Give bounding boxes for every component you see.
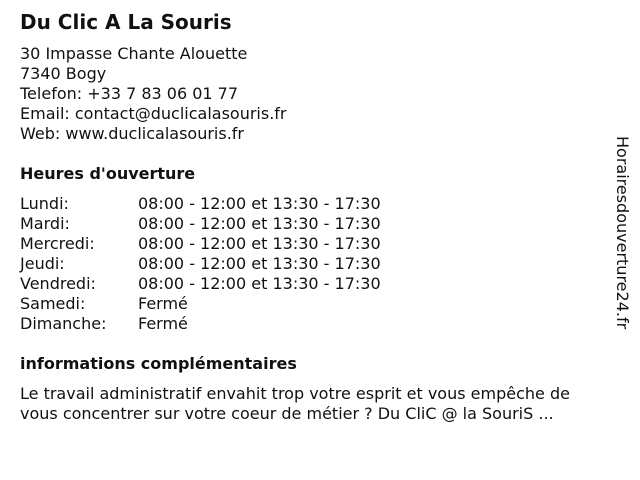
- hours-day: Vendredi:: [20, 274, 96, 293]
- hours-day: Jeudi:: [20, 254, 65, 273]
- description-line: Le travail administratif envahit trop votre esprit et vous empêche de: [20, 384, 570, 403]
- hours-row-tuesday: [20, 214, 381, 234]
- hours-row-friday: [20, 274, 381, 294]
- hours-time: 08:00 - 12:00 et 13:30 - 17:30: [138, 214, 381, 233]
- phone-number[interactable]: Telefon: +33 7 83 06 01 77: [20, 84, 239, 103]
- hours-row-sunday: [20, 314, 381, 334]
- hours-time: Fermé: [138, 314, 188, 333]
- opening-hours-heading: Heures d'ouverture: [20, 164, 196, 183]
- hours-day: Mercredi:: [20, 234, 95, 253]
- opening-hours-table: [20, 194, 381, 334]
- hours-day: Mardi:: [20, 214, 70, 233]
- hours-row-saturday: [20, 294, 381, 314]
- business-name: Du Clic A La Souris: [20, 10, 232, 34]
- hours-day: Lundi:: [20, 194, 69, 213]
- hours-day: Samedi:: [20, 294, 86, 313]
- hours-time: Fermé: [138, 294, 188, 313]
- hours-row-wednesday: [20, 234, 381, 254]
- hours-row-monday: [20, 194, 381, 214]
- street-address: 30 Impasse Chante Alouette: [20, 44, 248, 63]
- hours-time: 08:00 - 12:00 et 13:30 - 17:30: [138, 274, 381, 293]
- hours-day: Dimanche:: [20, 314, 107, 333]
- city-address: 7340 Bogy: [20, 64, 107, 83]
- contact-details: [20, 44, 287, 144]
- website-link[interactable]: Web: www.duclicalasouris.fr: [20, 124, 244, 143]
- additional-info-heading: informations complémentaires: [20, 354, 297, 373]
- hours-time: 08:00 - 12:00 et 13:30 - 17:30: [138, 234, 381, 253]
- business-description: [20, 384, 620, 424]
- hours-time: 08:00 - 12:00 et 13:30 - 17:30: [138, 254, 381, 273]
- hours-row-thursday: [20, 254, 381, 274]
- description-line: vous concentrer sur votre coeur de métier ? Du CliC @ la SouriS ...: [20, 404, 554, 423]
- site-watermark: Horairesdouverture24.fr: [613, 136, 632, 330]
- email-address[interactable]: Email: contact@duclicalasouris.fr: [20, 104, 287, 123]
- hours-time: 08:00 - 12:00 et 13:30 - 17:30: [138, 194, 381, 213]
